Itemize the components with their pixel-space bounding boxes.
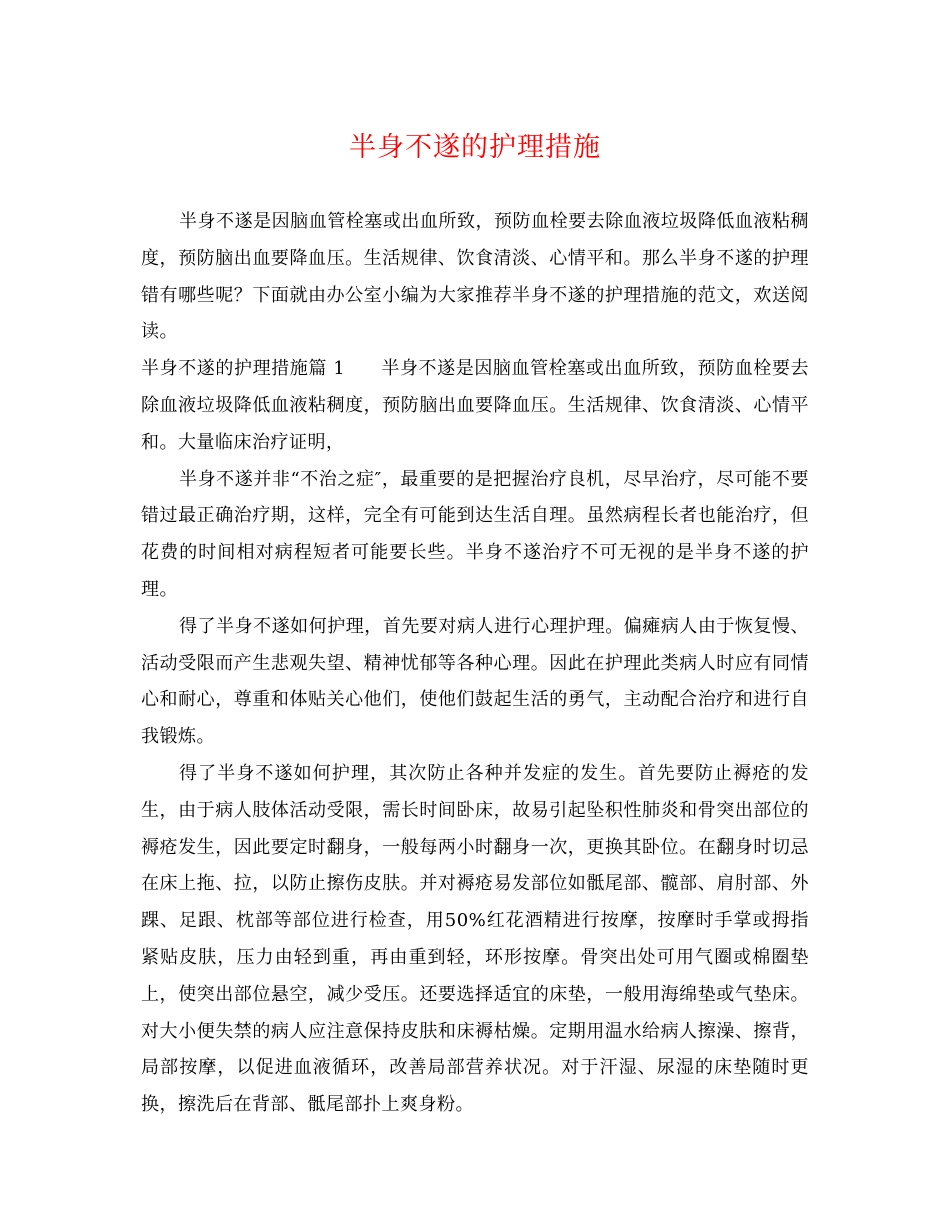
section-first-text: 半身不遂是因脑血管栓塞或出血所致，预防血栓要去除血液垃圾降低血液粘稠度，预防脑出血要降血压。生活规律、饮食清淡、心情平和。大量临床治疗证明， xyxy=(141,358,809,453)
body-paragraph-2: 得了半身不遂如何护理，首先要对病人进行心理护理。偏瘫病人由于恢复慢、活动受限而产生悲观失望、精神忧郁等各种心理。因此在护理此类病人时应有同情心和耐心，尊重和体贴关心他们，使他们鼓起生活的勇气，主动配合治疗和进行自我锻炼。 xyxy=(141,615,809,748)
document-body xyxy=(141,204,809,1124)
document-title: 半身不遂的护理措施 xyxy=(349,132,601,163)
body-paragraph-1: 半身不遂并非“不治之症″，最重要的是把握治疗良机，尽早治疗，尽可能不要错过最正确治疗期，这样，完全有可能到达生活自理。虽然病程长者也能治疗，但花费的时间相对病程短者可能要长些。半身不遂治疗不可无视的是半身不遂的护理。 xyxy=(141,468,809,600)
body-paragraph-3: 得了半身不遂如何护理，其次防止各种并发症的发生。首先要防止褥疮的发生，由于病人肢体活动受限，需长时间卧床，故易引起坠积性肺炎和骨突出部位的褥疮发生，因此要定时翻身，一般每两小时翻身一次，更换其卧位。在翻身时切忌在床上拖、拉，以防止擦伤皮肤。并对褥疮易发部位如骶尾部、髋部、肩肘部、外踝、足跟、枕部等部位进行检查，用50%红花酒精进行按摩，按摩时手掌或拇指紧贴皮肤，压力由轻到重，再由重到轻，环形按摩。骨突出处可用气圈或棉圈垫上，使突出部位悬空，减少受压。还要选择适宜的床垫，一般用海绵垫或气垫床。对大小便失禁的病人应注意保持皮肤和床褥枯燥。定期用温水给病人擦澡、擦背，局部按摩，以促进血液循环，改善局部营养状况。对于汗湿、尿湿的床垫随时更换，擦洗后在背部、骶尾部扑上爽身粉。 xyxy=(141,762,809,1116)
intro-paragraph: 半身不遂是因脑血管栓塞或出血所致，预防血栓要去除血液垃圾降低血液粘稠度，预防脑出血要降血压。生活规律、饮食清淡、心情平和。那么半身不遂的护理错有哪些呢？下面就由办公室小编为大家推荐半身不遂的护理措施的范文，欢送阅读。 xyxy=(141,211,809,343)
section-heading: 半身不遂的护理措施篇 1 xyxy=(141,358,346,380)
section-paragraph xyxy=(141,351,809,461)
